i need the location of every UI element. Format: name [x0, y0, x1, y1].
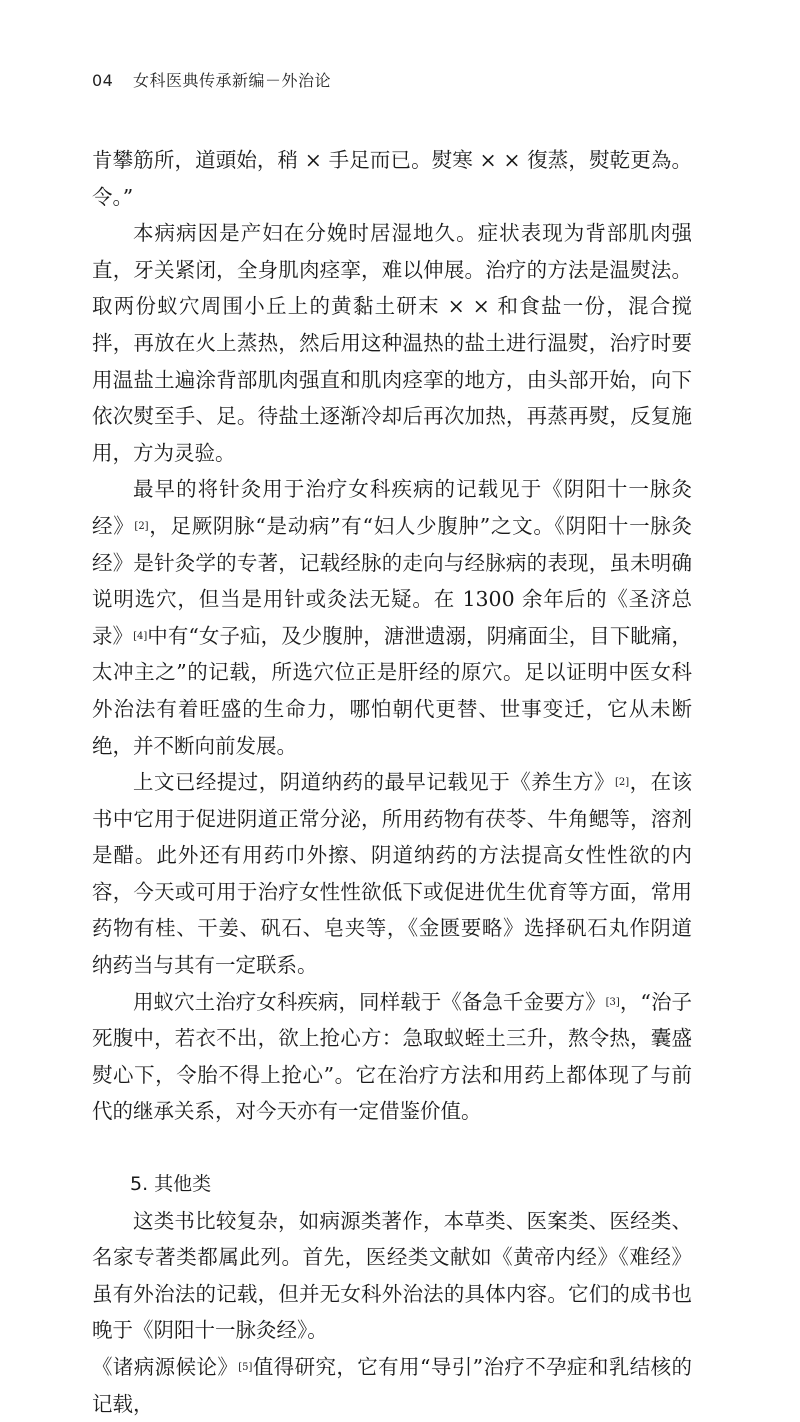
citation-ref: [5] [238, 1362, 253, 1373]
paragraph [92, 1349, 692, 1422]
paragraph-text: 中有“女子疝，及少腹肿，溏泄遗溺，阴痛面尘，目下眦痛，太冲主之”的记载，所选穴位正是肝经的原穴。足以证明中医女科外治法有着旺盛的生命力，哪怕朝代更替、世事变迁，它从未断绝，并不断向前发展。 [92, 623, 692, 758]
paragraph-text: 肯攀筋所，道頭始，稍 × 手足而已。熨寒 × × 復蒸，熨乾更為。令。” [92, 148, 692, 209]
paragraph-text: ，足厥阴脉“是动病”有“妇人少腹肿”之文。《阴阳十一脉灸经》是针灸学的专著，记载经脉的走向与经脉病的表现，虽未明确说明选穴，但当是用针或灸法无疑。在 1300 余年后的《圣济总录》 [92, 513, 693, 648]
paragraph [92, 1203, 692, 1349]
book-title: 女科医典传承新编－外治论 [132, 71, 331, 90]
section-heading: 5. 其他类 [130, 1173, 212, 1196]
paragraph [92, 142, 692, 215]
citation-ref: [2] [134, 520, 149, 532]
paragraph [92, 215, 692, 471]
paragraph-text: 值得研究，它有用“导引”治疗不孕症和乳结核的记载， [92, 1355, 692, 1416]
citation-ref: [3] [605, 996, 620, 1008]
paragraph [92, 764, 692, 984]
paragraph-text: 上文已经提过，阴道纳药的最早记载见于《养生方》 [133, 770, 615, 795]
page-number: 04 [92, 71, 114, 90]
paragraph-text: 用蚁穴土治疗女科疾病，同样载于《备急千金要方》 [133, 989, 606, 1014]
paragraph-text: ，在该书中它用于促进阴道正常分泌，所用药物有茯苓、牛角鳃等，溶剂是醋。此外还有用药巾外擦、阴道纳药的方法提高女性性欲的内容，今天或可用于治疗女性性欲低下或促进优生优育等方面，常用药物有桂、干姜、矾石、皂夹等，《金匮要略》选择矾石丸作阴道纳药当与其有一定联系。 [92, 770, 693, 978]
citation-ref: [2] [614, 777, 630, 789]
citation-ref: [4] [133, 630, 148, 642]
paragraph-text: 这类书比较复杂，如病源类著作，本草类、医案类、医经类、名家专著类都属此列。首先，医经类文献如《黄帝内经》《难经》虽有外治法的记载，但并无女科外治法的具体内容。它们的成书也晚于《阴阳十一脉灸经》。 [92, 1208, 692, 1343]
paragraph [92, 984, 692, 1130]
running-header [92, 68, 331, 91]
paragraph-text: 《诸病源候论》 [92, 1355, 239, 1379]
page-body [92, 142, 692, 1422]
paragraph-text: 本病病因是产妇在分娩时居湿地久。症状表现为背部肌肉强直，牙关紧闭，全身肌肉痉挛，难以伸展。治疗的方法是温熨法。取两份蚁穴周围小丘上的黄黏土研末 × × 和食盐一份，混合搅拌，再放在火上蒸热，然后用这种温热的盐土进行温熨，治疗时要用温盐土遍涂背部肌肉强直和肌肉痉挛的地方，由头部开始，向下依次熨至手、足。待盐土逐渐冷却后再次加热，再蒸再熨，反复施用，方为灵验。 [92, 221, 692, 465]
paragraph [92, 471, 692, 764]
paragraph-text: 最早的将针灸用于治疗女科疾病的记载见于《阴阳十一脉灸经》 [92, 477, 692, 538]
paragraph-text: ，“治子死腹中，若衣不出，欲上抢心方：急取蚁蛭土三升，熬令热，囊盛熨心下，令胎不得上抢心”。它在治疗方法和用药上都体现了与前代的继承关系，对今天亦有一定借鉴价值。 [92, 989, 693, 1124]
